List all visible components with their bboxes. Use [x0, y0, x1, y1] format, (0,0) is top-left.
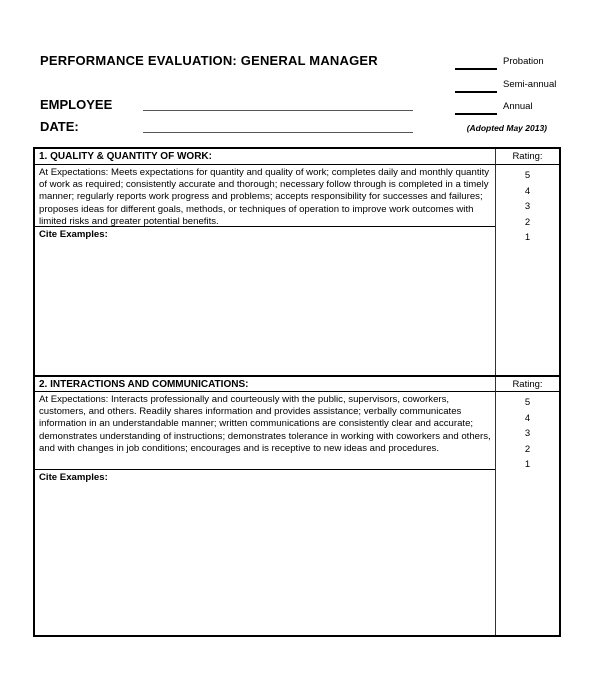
page-title: PERFORMANCE EVALUATION: GENERAL MANAGER — [40, 53, 378, 68]
section-2-description: At Expectations: Interacts professionally and courteously with the public, supervisors, coworkers, customers, and others. Readily shares information and provides assistance; verbally communicates information in an understandable manner; written communications are consistently clear and accurate; demonstrates understanding of instructions; demonstrates tolerance in working with coworkers and others, and with changes in job conditions; encourages and is receptive to new ideas and procedures. — [35, 392, 495, 470]
section-2-cite-examples-area[interactable] — [35, 470, 495, 635]
section-1-rating-5[interactable]: 5 — [524, 170, 531, 181]
section-1-rating-3[interactable]: 3 — [524, 201, 531, 213]
probation-label: Probation — [503, 56, 544, 67]
employee-label: EMPLOYEE — [40, 97, 113, 112]
semi-annual-label: Semi-annual — [503, 79, 557, 90]
adopted-note: (Adopted May 2013) — [466, 123, 547, 133]
date-label: DATE: — [40, 119, 79, 134]
section-1-title: 1. QUALITY & QUANTITY OF WORK: — [35, 149, 495, 165]
section-2-rating-label: Rating: — [495, 377, 559, 392]
section-1-rating-1[interactable]: 1 — [524, 232, 531, 244]
semi-annual-fill-line[interactable] — [455, 91, 497, 93]
section-1-rating-2[interactable]: 2 — [524, 216, 531, 228]
section-2-rating-5[interactable]: 5 — [524, 397, 531, 408]
employee-fill-line[interactable] — [143, 110, 413, 111]
section-1-rating-options — [495, 165, 559, 375]
section-1-cite-label: Cite Examples: — [39, 229, 108, 240]
section-quality-quantity — [35, 149, 559, 377]
section-1-cite-examples-area[interactable] — [35, 227, 495, 375]
section-1-rating-4[interactable]: 4 — [524, 185, 531, 197]
section-2-rating-3[interactable]: 3 — [524, 428, 531, 440]
date-fill-line[interactable] — [143, 132, 413, 133]
annual-fill-line[interactable] — [455, 113, 497, 115]
section-1-description: At Expectations: Meets expectations for quantity and quality of work; completes daily and monthly quantity of work as required; consistently accurate and thorough; necessary follow through is completed in a timely manner; regularly reports work progress and problems; accepts responsibility for successes and failures; proposes ideas for different goals, methods, or techniques of operation to improve work outcomes with limited risks and greater potential benefits. — [35, 165, 495, 227]
section-2-cite-label: Cite Examples: — [39, 472, 108, 483]
section-2-rating-1[interactable]: 1 — [524, 459, 531, 471]
annual-label: Annual — [503, 101, 533, 112]
section-2-rating-options — [495, 392, 559, 635]
section-2-title: 2. INTERACTIONS AND COMMUNICATIONS: — [35, 377, 495, 392]
section-interactions-communications — [35, 377, 559, 635]
section-2-rating-4[interactable]: 4 — [524, 412, 531, 424]
probation-fill-line[interactable] — [455, 68, 497, 70]
section-1-rating-label: Rating: — [495, 149, 559, 165]
section-2-rating-2[interactable]: 2 — [524, 443, 531, 455]
evaluation-table — [33, 147, 561, 637]
